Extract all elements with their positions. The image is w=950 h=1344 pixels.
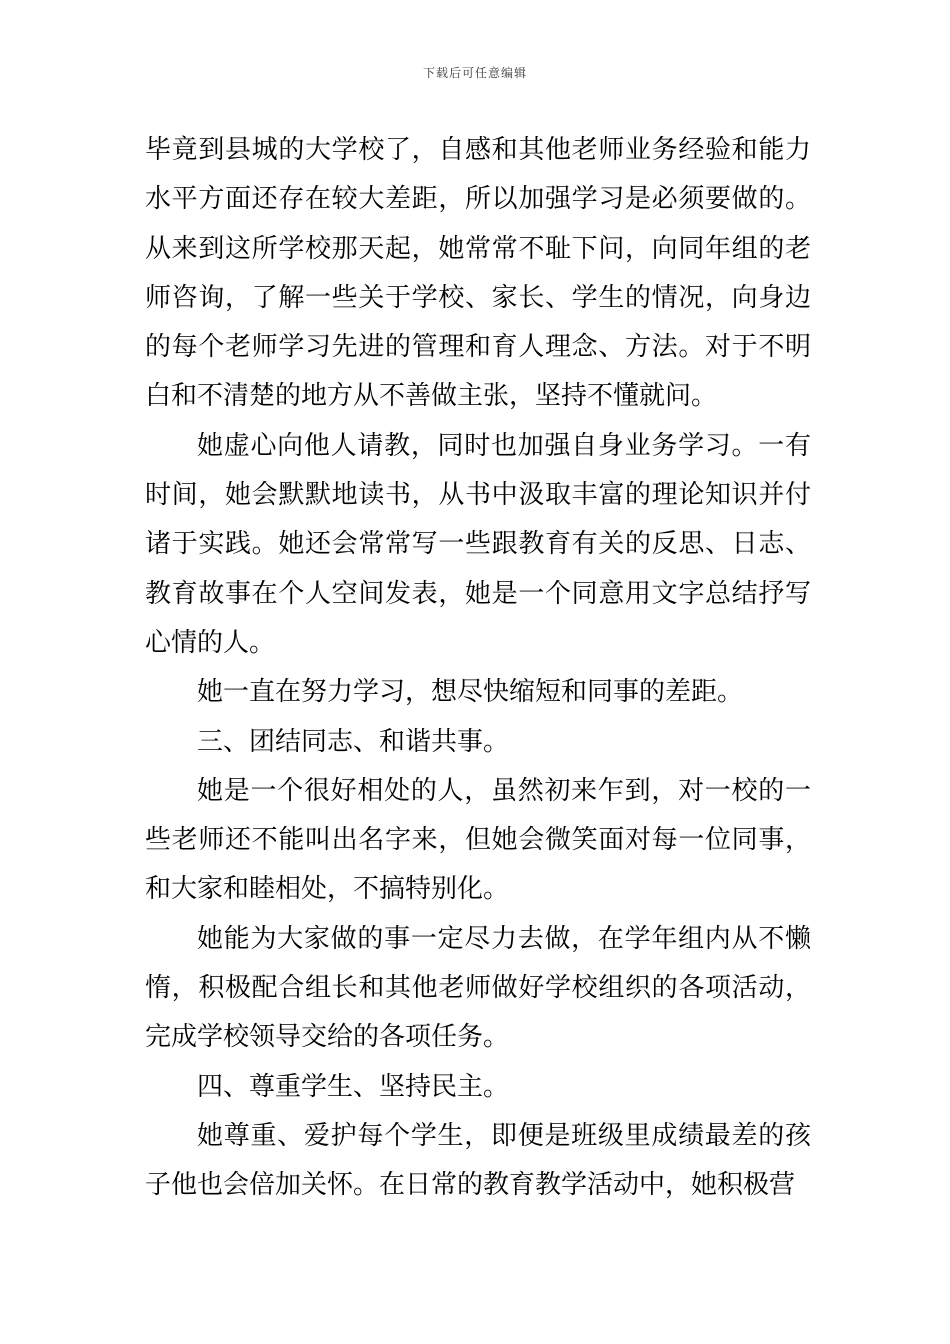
document-body <box>145 126 811 1211</box>
paragraph: 她一直在努力学习，想尽快缩短和同事的差距。 <box>197 677 744 708</box>
paragraph: 她虚心向他人请教，同时也加强自身业务学习。一有时间，她会默默地读书，从书中汲取丰富的理论知识并付诸于实践。她还会常常写一些跟教育有关的反思、日志、教育故事在个人空间发表，她是一个同意用文字总结抒写心情的人。 <box>145 430 811 658</box>
section-heading: 四、尊重学生、坚持民主。 <box>197 1071 510 1102</box>
paragraph: 毕竟到县城的大学校了，自感和其他老师业务经验和能力水平方面还存在较大差距，所以加强学习是必须要做的。从来到这所学校那天起，她常常不耻下问，向同年组的老师咨询，了解一些关于学校、家长、学生的情况，向身边的每个老师学习先进的管理和育人理念、方法。对于不明白和不清楚的地方从不善做主张，坚持不懂就问。 <box>145 135 811 412</box>
section-heading: 三、团结同志、和谐共事。 <box>197 726 510 757</box>
page-header-note: 下载后可任意编辑 <box>422 66 527 80</box>
paragraph: 她尊重、爱护每个学生，即便是班级里成绩最差的孩子他也会倍加关怀。在日常的教育教学活动中，她积极营 <box>145 1120 811 1201</box>
paragraph: 她能为大家做的事一定尽力去做，在学年组内从不懒惰，积极配合组长和其他老师做好学校组织的各项活动，完成学校领导交给的各项任务。 <box>145 923 811 1053</box>
paragraph: 她是一个很好相处的人，虽然初来乍到，对一校的一些老师还不能叫出名字来，但她会微笑面对每一位同事，和大家和睦相处，不搞特别化。 <box>145 775 811 905</box>
